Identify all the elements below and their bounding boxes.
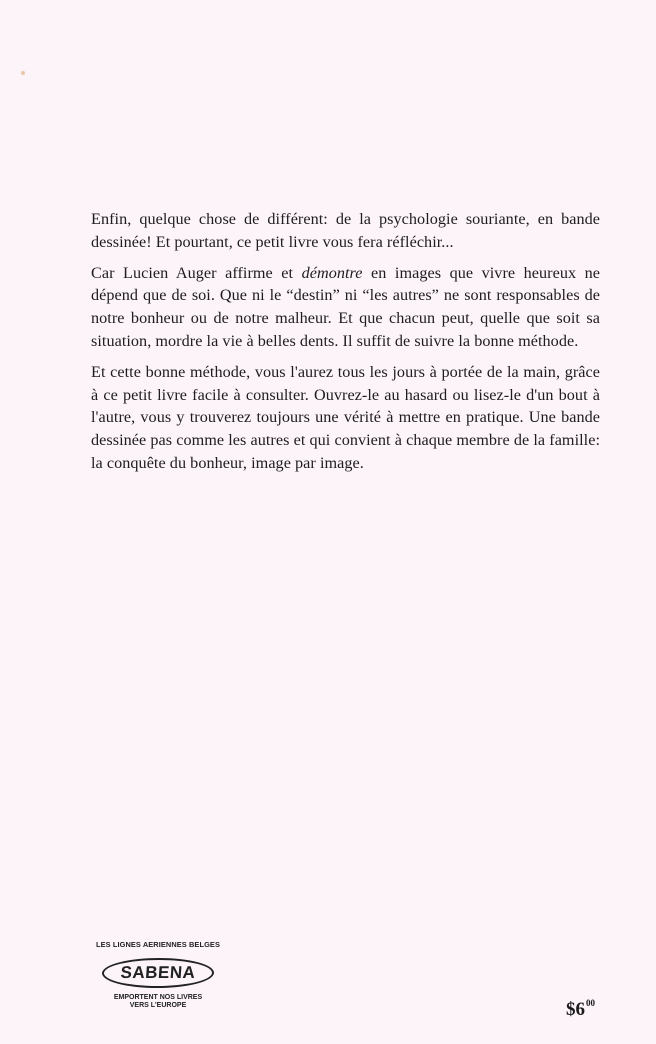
paper-speck [21, 71, 25, 75]
sabena-logo: SABENA [101, 958, 215, 988]
blurb-paragraph-2-start: Car Lucien Auger affirme et [91, 263, 302, 282]
sabena-caption-line-2: VERS L'EUROPE [129, 1002, 187, 1009]
blurb-paragraph-2 [91, 262, 600, 353]
price-cents: 00 [586, 998, 595, 1008]
price-main: $6 [566, 999, 585, 1020]
blurb-paragraph-3: Et cette bonne méthode, vous l'aurez tous les jours à portée de la main, grâce à ce petit livre facile à consulter. Ouvrez-le au hasard ou lisez-le d'un bout à l'autre, vous y trouverez toujours une vérité à mettre en pratique. Une bande dessinée pas comme les autres et qui convient à chaque membre de la famille: la conquête du bonheur, image par image. [91, 362, 600, 472]
blurb-paragraph-2-end: en images que vivre heureux ne dépend que de soi. Que ni le “destin” ni “les autres” ne sont responsables de notre bonheur ou de notre malheur. Et que chacun peut, quelle que soit sa situation, mordre la vie à belles dents. Il suffit de suivre la bonne méthode. [91, 263, 601, 350]
back-cover-blurb [91, 208, 600, 483]
sabena-sponsor-badge [88, 940, 228, 1010]
sabena-caption-line-1: EMPORTENT NOS LIVRES [113, 994, 203, 1001]
blurb-emphasis: démontre [301, 263, 363, 282]
price-tag [566, 998, 595, 1021]
sabena-tagline: LES LIGNES AERIENNES BELGES [96, 940, 220, 949]
sabena-caption [88, 994, 228, 1010]
blurb-paragraph-1: Enfin, quelque chose de différent: de la psychologie souriante, en bande dessinée! Et pourtant, ce petit livre vous fera réfléchir... [91, 210, 600, 251]
